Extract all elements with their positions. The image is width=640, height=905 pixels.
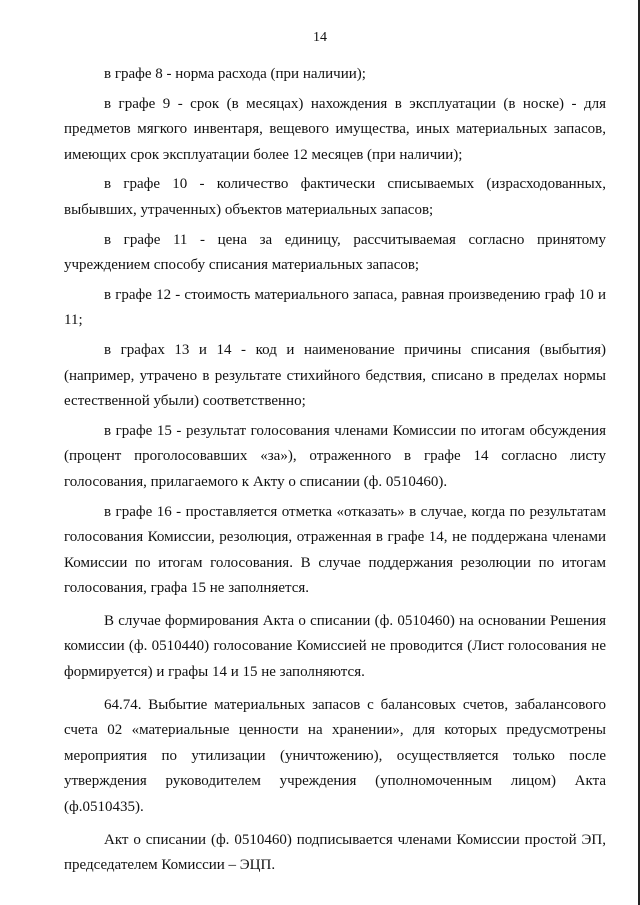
paragraph-64-74: 64.74. Выбытие материальных запасов с балансовых счетов, забалансового счета 02 «материальные ценности на хранении», для которых предусмотрены мероприятия по утилизации (уничтожению), осуществляется только после утверждения руководителем учреждения (уполномоченным лицом) Акта (ф.0510435). <box>64 696 606 816</box>
page-number: 14 <box>313 30 327 45</box>
paragraph-commission-decision: В случае формирования Акта о списании (ф. 0510460) на основании Решения комиссии (ф. 0510440) голосование Комиссией не проводится (Лист голосования не формируется) и графы 14 и 15 не заполняются. <box>64 612 606 681</box>
paragraph-column-11: в графе 11 - цена за единицу, рассчитываемая согласно принятому учреждением способу списания материальных запасов; <box>64 231 606 274</box>
paragraph-column-8: в графе 8 - норма расхода (при наличии); <box>104 66 366 82</box>
document-body <box>64 62 606 879</box>
paragraph-column-12: в графе 12 - стоимость материального запаса, равная произведению граф 10 и 11; <box>64 286 606 329</box>
paragraph-columns-13-14: в графах 13 и 14 - код и наименование причины списания (выбытия) (например, утрачено в результате стихийного бедствия, списано в пределах нормы естественной убыли) соответственно; <box>64 341 606 410</box>
paragraph-column-10: в графе 10 - количество фактически списываемых (израсходованных, выбывших, утраченных) объектов материальных запасов; <box>64 176 606 218</box>
paragraph-column-16: в графе 16 - проставляется отметка «отказать» в случае, когда по результатам голосования Комиссии, резолюция, отраженная в графе 14, не поддержана членами Комиссии по итогам голосования. В случае поддержания резолюции по итогам голосования, графа 15 не заполняется. <box>64 503 606 597</box>
paragraph-signature: Акт о списании (ф. 0510460) подписывается членами Комиссии простой ЭП, председателем Комиссии – ЭЦП. <box>64 831 606 874</box>
paragraph-column-9: в графе 9 - срок (в месяцах) нахождения в эксплуатации (в носке) - для предметов мягкого инвентаря, вещевого имущества, иных материальных запасов, имеющих срок эксплуатации более 12 месяцев (при наличии); <box>64 95 606 163</box>
paragraph-column-15: в графе 15 - результат голосования членами Комиссии по итогам обсуждения (процент проголосовавших «за»), отраженного в графе 14 согласно листу голосования, прилагаемого к Акту о списании (ф. 0510460). <box>64 422 606 490</box>
